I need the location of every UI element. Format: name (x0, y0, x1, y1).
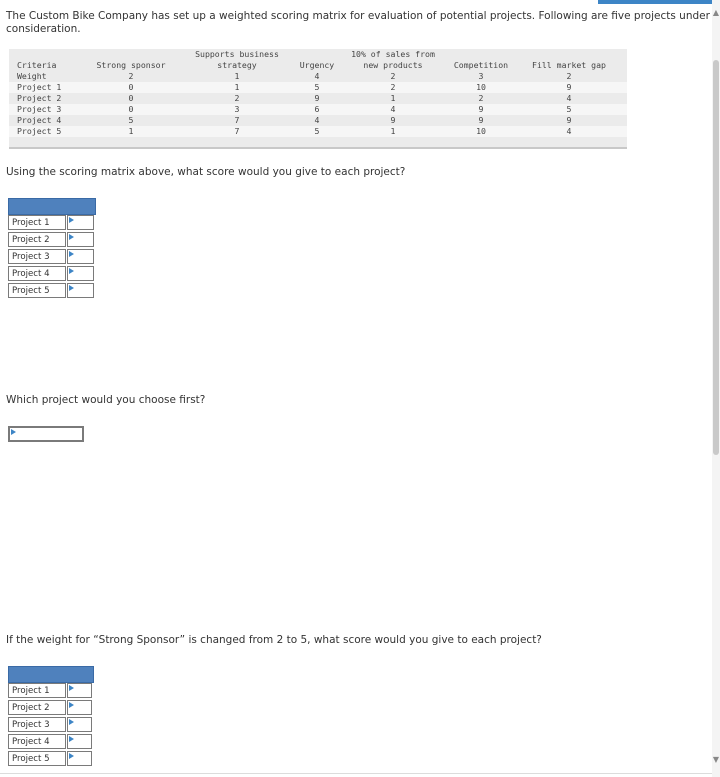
question-choose-first: Which project would you choose first? (6, 394, 206, 406)
matrix-row (9, 71, 627, 82)
matrix-cell: 10 (476, 126, 486, 136)
score-input[interactable] (67, 700, 92, 715)
matrix-cell: 1 (234, 82, 240, 92)
question-new-weight: If the weight for “Strong Sponsor” is changed from 2 to 5, what score would you give to each project? (6, 634, 542, 646)
matrix-cell: 0 (128, 104, 134, 114)
matrix-cell: 10 (476, 82, 486, 92)
score-row-label: Project 2 (8, 232, 66, 247)
matrix-header-2-line2: Strong sponsor (96, 60, 166, 70)
input-marker-icon (69, 736, 74, 742)
score-row-label: Project 3 (8, 249, 66, 264)
matrix-cell: 9 (314, 93, 320, 103)
scroll-thumb[interactable] (713, 60, 719, 455)
matrix-cell: 9 (566, 115, 572, 125)
score-row-label: Project 1 (8, 683, 66, 698)
matrix-cell: 0 (128, 82, 134, 92)
score-table-header (8, 198, 96, 215)
matrix-cell: 5 (566, 104, 572, 114)
score-input[interactable] (67, 232, 94, 247)
input-marker-icon (69, 702, 74, 708)
choose-first-input[interactable] (8, 426, 84, 442)
matrix-row-label: Project 4 (17, 115, 62, 125)
matrix-cell: 1 (234, 71, 240, 81)
input-marker-icon (11, 429, 16, 435)
score-input[interactable] (67, 249, 94, 264)
matrix-row-label: Project 1 (17, 82, 62, 92)
matrix-cell: 9 (566, 82, 572, 92)
matrix-row-label: Weight (17, 71, 47, 81)
matrix-cell: 0 (128, 93, 134, 103)
matrix-cell: 1 (128, 126, 134, 136)
matrix-row-label: Project 3 (17, 104, 62, 114)
matrix-cell: 2 (390, 82, 396, 92)
score-row-label: Project 2 (8, 700, 66, 715)
matrix-cell: 2 (478, 93, 484, 103)
score-input[interactable] (67, 751, 92, 766)
score-row-label: Project 3 (8, 717, 66, 732)
matrix-cell: 4 (566, 126, 572, 136)
matrix-cell: 4 (314, 71, 320, 81)
matrix-cell: 3 (478, 71, 484, 81)
matrix-cell: 2 (234, 93, 240, 103)
question-scores: Using the scoring matrix above, what score would you give to each project? (6, 166, 406, 178)
score-row-label: Project 1 (8, 215, 66, 230)
matrix-header-3-line1: Supports business (195, 49, 279, 59)
input-marker-icon (69, 685, 74, 691)
matrix-cell: 6 (314, 104, 320, 114)
matrix-row (9, 126, 627, 137)
input-marker-icon (69, 268, 74, 274)
score-input[interactable] (67, 717, 92, 732)
matrix-row-label: Project 2 (17, 93, 62, 103)
matrix-header-4-line2: Urgency (299, 60, 335, 70)
matrix-cell: 9 (478, 104, 484, 114)
matrix-cell: 1 (390, 126, 396, 136)
matrix-row-label: Project 5 (17, 126, 62, 136)
score-row-label: Project 4 (8, 266, 66, 281)
matrix-cell: 9 (478, 115, 484, 125)
matrix-cell: 2 (566, 71, 572, 81)
matrix-cell: 3 (234, 104, 240, 114)
matrix-cell: 7 (234, 126, 240, 136)
input-marker-icon (69, 251, 74, 257)
input-marker-icon (69, 217, 74, 223)
matrix-header-5-line1: 10% of sales from (351, 49, 435, 59)
score-row-label: Project 4 (8, 734, 66, 749)
score-table-header (8, 666, 94, 683)
input-marker-icon (69, 285, 74, 291)
score-input[interactable] (67, 266, 94, 281)
matrix-header-1-line2: Criteria (17, 60, 57, 70)
matrix-cell: 1 (390, 93, 396, 103)
input-marker-icon (69, 234, 74, 240)
matrix-row (9, 93, 627, 104)
score-input[interactable] (67, 734, 92, 749)
bottom-divider (0, 773, 712, 774)
vertical-scrollbar[interactable] (712, 0, 720, 777)
matrix-cell: 9 (390, 115, 396, 125)
input-marker-icon (69, 719, 74, 725)
matrix-row (9, 82, 627, 93)
matrix-cell: 5 (314, 126, 320, 136)
score-input[interactable] (67, 215, 94, 230)
matrix-cell: 4 (390, 104, 396, 114)
matrix-cell: 2 (128, 71, 134, 81)
matrix-header-3-line2: strategy (217, 60, 257, 70)
scroll-down-arrow-icon[interactable]: ▼ (712, 755, 720, 764)
matrix-header-7-line2: Fill market gap (532, 60, 606, 70)
matrix-cell: 2 (390, 71, 396, 81)
top-accent-bar (598, 0, 720, 4)
matrix-row (9, 115, 627, 126)
matrix-header-5-line2: new products (363, 60, 423, 70)
score-input[interactable] (67, 283, 94, 298)
matrix-header-6-line2: Competition (453, 60, 509, 70)
matrix-row (9, 104, 627, 115)
matrix-cell: 4 (314, 115, 320, 125)
matrix-cell: 4 (566, 93, 572, 103)
matrix-cell: 7 (234, 115, 240, 125)
matrix-cell: 5 (314, 82, 320, 92)
input-marker-icon (69, 753, 74, 759)
score-row-label: Project 5 (8, 751, 66, 766)
intro-text: The Custom Bike Company has set up a weighted scoring matrix for evaluation of potential projects. Following are five projects under consideration. (6, 10, 710, 35)
matrix-cell: 5 (128, 115, 134, 125)
scroll-up-arrow-icon[interactable]: ▲ (712, 8, 720, 17)
scoring-matrix (9, 49, 627, 149)
score-row-label: Project 5 (8, 283, 66, 298)
score-input[interactable] (67, 683, 92, 698)
